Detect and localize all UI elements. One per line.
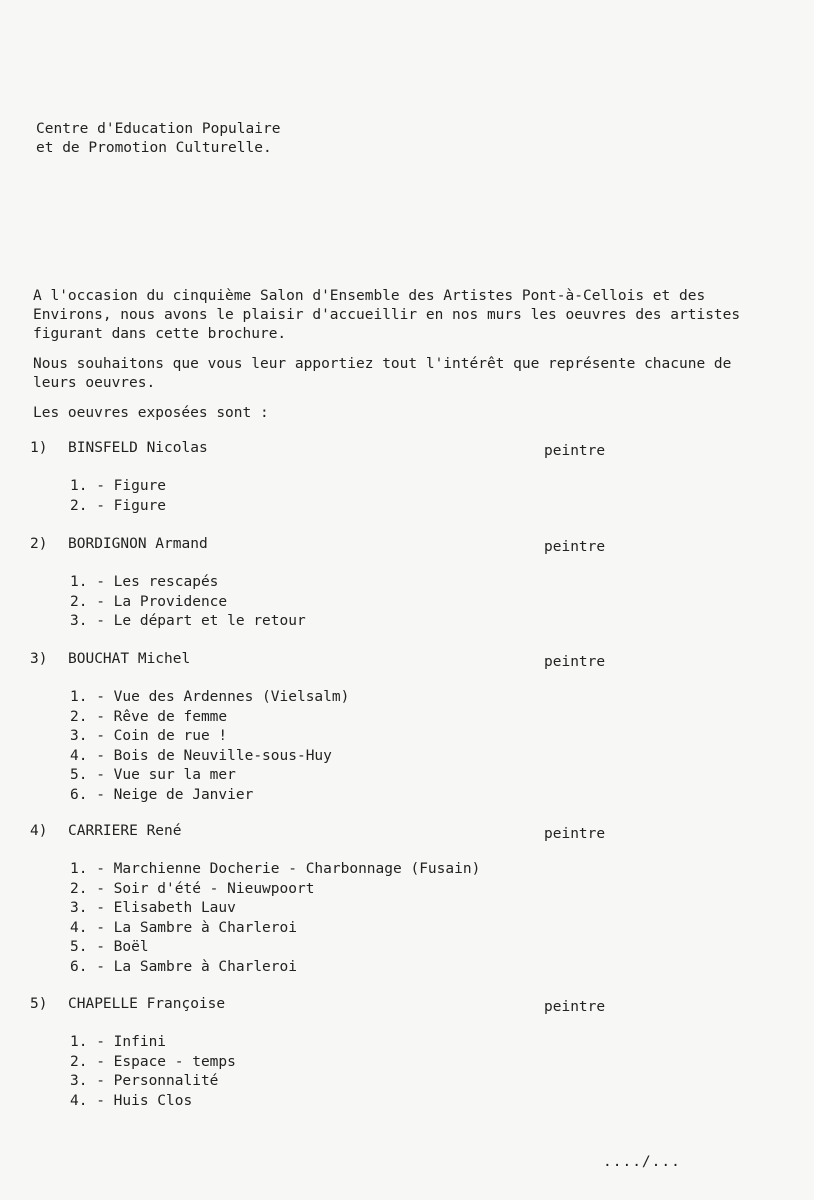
- artist-role: peintre: [544, 826, 606, 842]
- artist-number: 3): [30, 651, 48, 667]
- artist-name: CARRIERE René: [68, 823, 182, 839]
- work-item: 1. - Vue des Ardennes (Vielsalm): [70, 689, 350, 705]
- intro-paragraph-2: Nous souhaitons que vous leur apportiez tout l'intérêt que représente chacune de leurs oeuvres.: [33, 356, 732, 391]
- artist-role: peintre: [544, 999, 606, 1015]
- artist-entry-3: [30, 650, 630, 805]
- work-item: 2. - Soir d'été - Nieuwpoort: [70, 880, 315, 897]
- work-item: 3. - Le départ et le retour: [70, 613, 306, 629]
- work-item: 2. - Espace - temps: [70, 1053, 236, 1070]
- artist-name: BINSFELD Nicolas: [68, 440, 208, 456]
- works-list: [70, 860, 630, 977]
- artist-entry-1: [30, 439, 630, 516]
- letterhead-line-1: Centre d'Education Populaire: [36, 121, 281, 137]
- intro-paragraph-1: A l'occasion du cinquième Salon d'Ensemble des Artistes Pont-à-Cellois et des Environs, nous avons le plaisir d'accueillir en nos murs les oeuvres des artistes figurant dans cette brochure.: [33, 288, 741, 342]
- work-item: 4. - Huis Clos: [70, 1092, 193, 1109]
- artist-role: peintre: [544, 654, 606, 670]
- artist-number: 4): [30, 823, 48, 839]
- work-item: 6. - Neige de Janvier: [70, 786, 254, 803]
- intro-paragraph-3: Les oeuvres exposées sont :: [33, 405, 269, 421]
- artist-role: peintre: [544, 539, 606, 555]
- work-item: 5. - Boël: [70, 939, 149, 955]
- work-item: 4. - La Sambre à Charleroi: [70, 919, 297, 936]
- work-item: 1. - Les rescapés: [70, 574, 219, 590]
- work-item: 6. - La Sambre à Charleroi: [70, 958, 297, 975]
- intro-text: [33, 287, 763, 434]
- artist-name: BOUCHAT Michel: [68, 651, 191, 667]
- work-item: 2. - La Providence: [70, 593, 228, 610]
- artist-number: 5): [30, 996, 48, 1012]
- works-list: [70, 477, 630, 516]
- artist-entry-5: [30, 995, 630, 1111]
- page-continuation-mark: ..../...: [603, 1154, 681, 1170]
- work-item: 1. - Infini: [70, 1034, 167, 1050]
- work-item: 3. - Coin de rue !: [70, 728, 228, 744]
- artist-name: CHAPELLE Françoise: [68, 996, 226, 1012]
- work-item: 3. - Personnalité: [70, 1073, 219, 1089]
- work-item: 4. - Bois de Neuville-sous-Huy: [70, 747, 332, 764]
- work-item: 1. - Figure: [70, 478, 167, 494]
- works-list: [70, 1033, 630, 1111]
- artist-entry-2: [30, 535, 630, 632]
- work-item: 2. - Rêve de femme: [70, 708, 228, 725]
- artist-role: peintre: [544, 443, 606, 459]
- letterhead-line-2: et de Promotion Culturelle.: [36, 140, 272, 156]
- work-item: 1. - Marchienne Docherie - Charbonnage (Fusain): [70, 861, 481, 877]
- artist-number: 1): [30, 440, 48, 456]
- work-item: 5. - Vue sur la mer: [70, 767, 236, 783]
- artist-number: 2): [30, 536, 48, 552]
- work-item: 3. - Elisabeth Lauv: [70, 900, 236, 916]
- works-list: [70, 688, 630, 805]
- works-list: [70, 573, 630, 632]
- artist-name: BORDIGNON Armand: [68, 536, 208, 552]
- letterhead: [36, 120, 280, 158]
- artist-entry-4: [30, 822, 630, 977]
- work-item: 2. - Figure: [70, 497, 167, 514]
